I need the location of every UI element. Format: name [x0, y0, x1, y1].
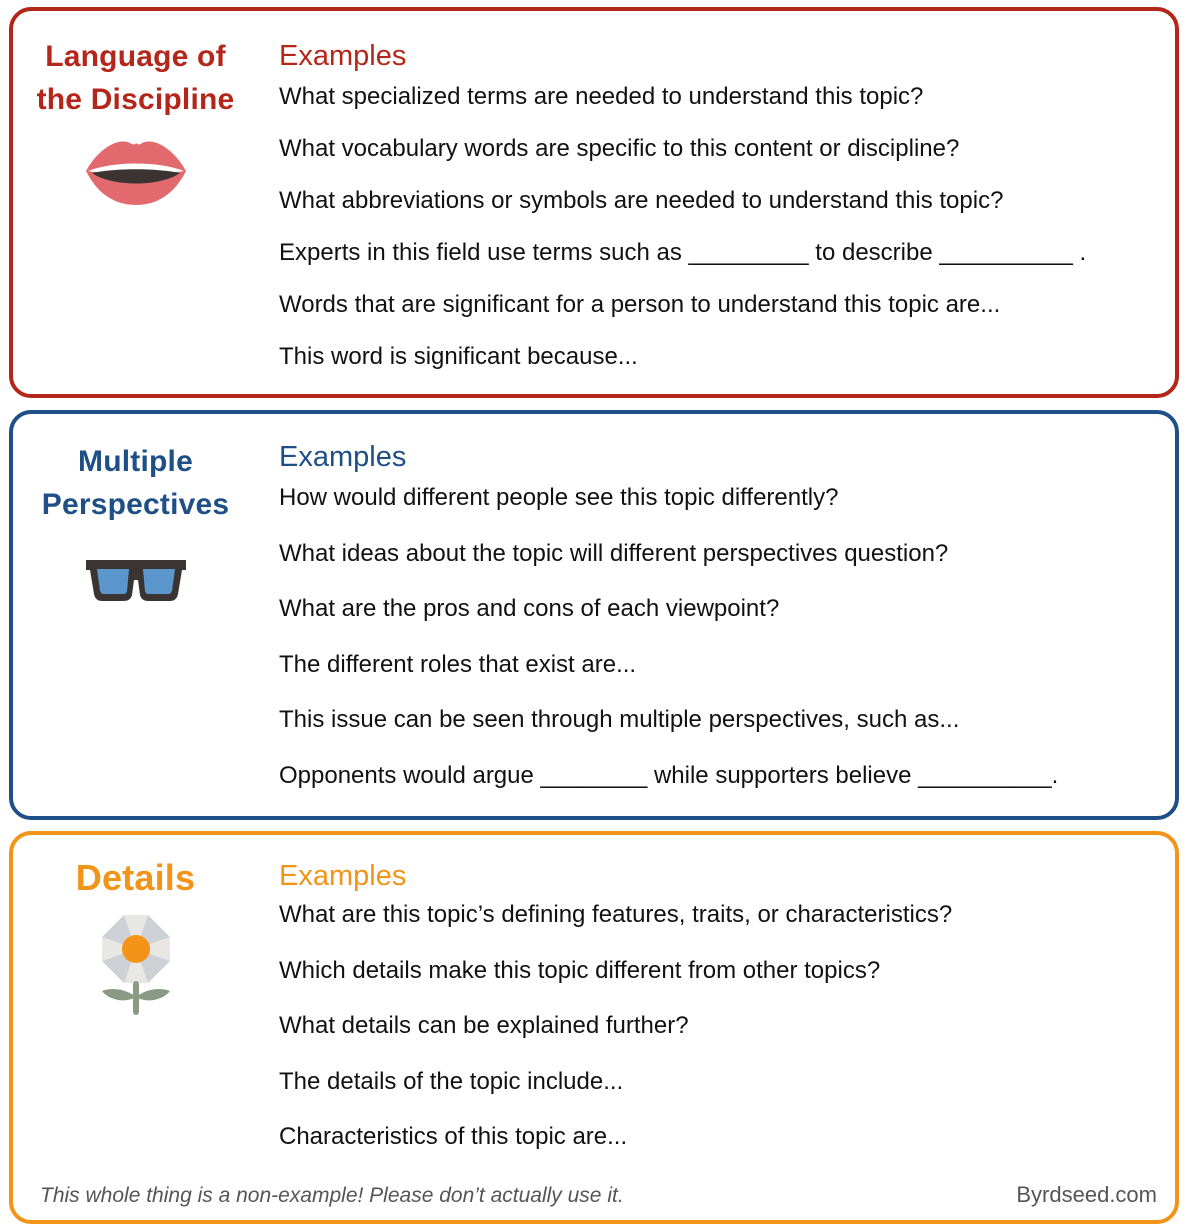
example-item: What are the pros and cons of each viewpoint? [279, 595, 780, 622]
examples-list [279, 887, 1165, 1165]
card-language-of-the-discipline [9, 7, 1179, 398]
example-item: Words that are significant for a person to understand this topic are... [279, 291, 1001, 318]
example-item: Opponents would argue ________ while supporters believe __________. [279, 761, 1059, 789]
glasses-icon [84, 558, 188, 602]
example-item: Which details make this topic different from other topics? [279, 956, 881, 984]
flower-icon [96, 911, 176, 1015]
example-item: What are this topic’s defining features, traits, or characteristics? [279, 901, 953, 928]
examples-list [279, 470, 1165, 803]
section-title-line-1: Multiple [78, 445, 193, 478]
examples-panel [279, 11, 1165, 383]
example-item: The details of the topic include... [279, 1067, 624, 1095]
section-title: Details [75, 857, 196, 898]
footer-brand: Byrdseed.com [1016, 1182, 1157, 1207]
section-title [13, 35, 258, 121]
card-sidebar [13, 414, 258, 602]
section-title [13, 440, 258, 526]
footer-note: This whole thing is a non-example! Please don’t actually use it. [40, 1184, 624, 1207]
example-item: Experts in this field use terms such as _________ to describe __________ . [279, 239, 1087, 266]
examples-panel [279, 835, 1165, 1165]
card-sidebar [13, 835, 258, 1015]
example-item: Characteristics of this topic are... [279, 1123, 628, 1150]
examples-heading: Examples [279, 860, 407, 892]
section-title-line-1: Language of [45, 40, 226, 73]
section-title-line-2: Perspectives [41, 488, 230, 521]
examples-panel [279, 414, 1165, 803]
card-multiple-perspectives [9, 410, 1179, 820]
example-item: The different roles that exist are... [279, 650, 637, 678]
example-item: This issue can be seen through multiple perspectives, such as... [279, 706, 960, 733]
example-item: What abbreviations or symbols are needed to understand this topic? [279, 187, 1004, 214]
example-item: How would different people see this topic differently? [279, 484, 839, 511]
example-item: This word is significant because... [279, 343, 638, 370]
example-item: What vocabulary words are specific to this content or discipline? [279, 135, 960, 162]
lips-icon [84, 135, 188, 207]
section-title-line-2: the Discipline [36, 83, 235, 116]
card-sidebar [13, 11, 258, 207]
card-details [9, 831, 1179, 1224]
example-item: What details can be explained further? [279, 1012, 689, 1039]
examples-list [279, 71, 1165, 383]
examples-heading: Examples [279, 40, 407, 72]
examples-heading: Examples [279, 441, 407, 473]
example-item: What specialized terms are needed to understand this topic? [279, 83, 924, 110]
example-item: What ideas about the topic will different perspectives question? [279, 539, 949, 567]
